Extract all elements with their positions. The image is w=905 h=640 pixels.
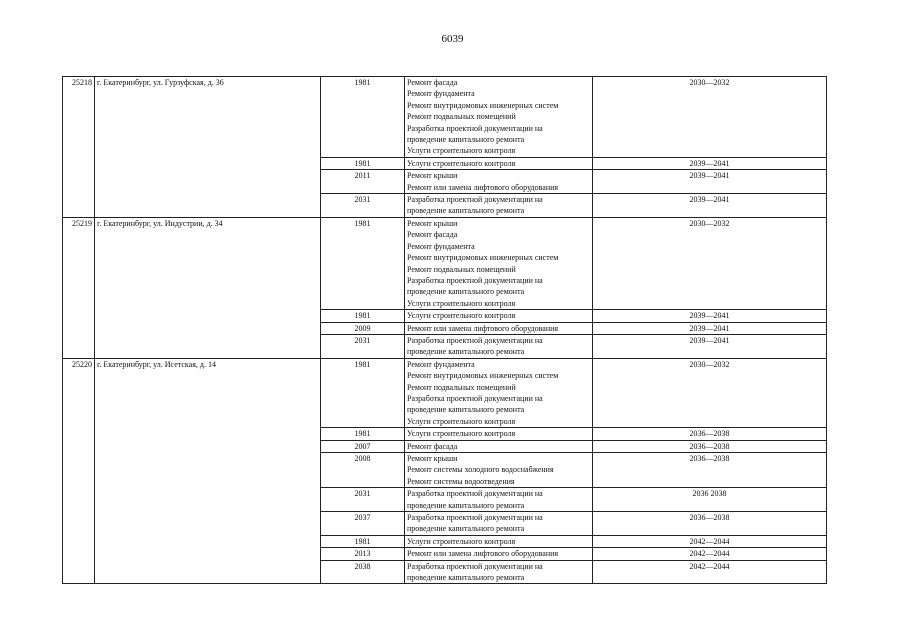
work-item: Услуги строительного контроля — [407, 298, 516, 308]
table-row — [63, 358, 827, 427]
work-item: Ремонт или замена лифтового оборудования — [407, 549, 559, 559]
work-list — [405, 440, 593, 452]
work-period: 2042—2044 — [593, 535, 827, 547]
work-item: Ремонт фундамента — [407, 359, 475, 369]
work-list — [405, 512, 593, 536]
work-item: Ремонт системы холодного водоснабжения — [407, 465, 554, 475]
work-item: Услуги строительного контроля — [407, 429, 516, 439]
work-year: 1981 — [321, 310, 405, 322]
work-item: Услуги строительного контроля — [407, 146, 516, 156]
work-year: 2031 — [321, 194, 405, 218]
work-item: Ремонт внутридомовых инженерных систем — [407, 100, 559, 110]
house-address: г. Екатеринбург, ул. Индустрии, д. 34 — [95, 217, 321, 358]
work-list — [405, 170, 593, 194]
work-list — [405, 535, 593, 547]
work-item: Ремонт внутридомовых инженерных систем — [407, 371, 559, 381]
work-period: 2030—2032 — [593, 217, 827, 309]
work-year: 2031 — [321, 488, 405, 512]
work-item: Ремонт или замена лифтового оборудования — [407, 323, 559, 333]
work-list — [405, 310, 593, 322]
work-item: Ремонт фасада — [407, 78, 458, 87]
house-number: 25218 — [63, 77, 95, 218]
work-period: 2039—2041 — [593, 334, 827, 358]
work-year: 1981 — [321, 157, 405, 169]
work-period: 2039—2041 — [593, 157, 827, 169]
work-item: Ремонт крыши — [407, 218, 458, 228]
work-list — [405, 334, 593, 358]
work-item: проведение капитального ремонта — [407, 287, 525, 297]
work-year: 2031 — [321, 334, 405, 358]
house-address: г. Екатеринбург, ул. Гурзуфская, д. 36 — [95, 77, 321, 218]
work-period: 2042—2044 — [593, 548, 827, 560]
work-year: 2013 — [321, 548, 405, 560]
work-item: проведение капитального ремонта — [407, 347, 525, 357]
work-item: Услуги строительного контроля — [407, 158, 516, 168]
work-item: Услуги строительного контроля — [407, 311, 516, 321]
work-list — [405, 358, 593, 427]
work-list — [405, 488, 593, 512]
work-year: 1981 — [321, 535, 405, 547]
work-period: 2039—2041 — [593, 322, 827, 334]
work-item: Разработка проектной документации на — [407, 275, 543, 285]
work-item: проведение капитального ремонта — [407, 573, 525, 583]
work-period: 2030—2032 — [593, 358, 827, 427]
work-period: 2036 2038 — [593, 488, 827, 512]
work-item: Ремонт крыши — [407, 454, 458, 463]
work-list — [405, 548, 593, 560]
work-item: Разработка проектной документации на — [407, 513, 543, 523]
work-list — [405, 217, 593, 309]
work-list — [405, 157, 593, 169]
work-item: Ремонт фасада — [407, 230, 458, 240]
work-list — [405, 322, 593, 334]
work-item: проведение капитального ремонта — [407, 135, 525, 145]
work-list — [405, 453, 593, 488]
work-year: 1981 — [321, 428, 405, 440]
work-year: 2037 — [321, 512, 405, 536]
repair-schedule-table — [62, 76, 827, 584]
work-list — [405, 560, 593, 584]
table-body — [63, 77, 827, 584]
work-year: 1981 — [321, 77, 405, 158]
work-item: Ремонт подвальных помещений — [407, 382, 516, 392]
work-period: 2036—2038 — [593, 512, 827, 536]
work-year: 2038 — [321, 560, 405, 584]
work-item: Разработка проектной документации на — [407, 489, 543, 499]
work-item: Услуги строительного контроля — [407, 536, 516, 546]
work-year: 1981 — [321, 217, 405, 309]
work-period: 2030—2032 — [593, 77, 827, 158]
work-item: Ремонт подвальных помещений — [407, 112, 516, 122]
work-list — [405, 428, 593, 440]
house-number: 25220 — [63, 358, 95, 584]
work-item: Разработка проектной документации на — [407, 393, 543, 403]
work-period: 2039—2041 — [593, 194, 827, 218]
work-item: Ремонт крыши — [407, 171, 458, 181]
work-period: 2042—2044 — [593, 560, 827, 584]
work-list — [405, 194, 593, 218]
work-item: Ремонт фасада — [407, 441, 458, 451]
house-number: 25219 — [63, 217, 95, 358]
work-year: 2009 — [321, 322, 405, 334]
work-year: 2007 — [321, 440, 405, 452]
work-item: Ремонт подвальных помещений — [407, 264, 516, 274]
house-address: г. Екатеринбург, ул. Исетская, д. 14 — [95, 358, 321, 584]
table-row — [63, 77, 827, 158]
work-item: Ремонт фундамента — [407, 241, 475, 251]
work-item: проведение капитального ремонта — [407, 405, 525, 415]
work-item: Услуги строительного контроля — [407, 416, 516, 426]
work-item: Ремонт или замена лифтового оборудования — [407, 182, 559, 192]
page-number: 6039 — [441, 33, 464, 45]
work-item: Ремонт внутридомовых инженерных систем — [407, 253, 559, 263]
table-row — [63, 217, 827, 309]
work-item: Разработка проектной документации на — [407, 561, 543, 571]
work-period: 2039—2041 — [593, 170, 827, 194]
work-year: 1981 — [321, 358, 405, 427]
work-item: Разработка проектной документации на — [407, 335, 543, 345]
work-period: 2039—2041 — [593, 310, 827, 322]
work-year: 2011 — [321, 170, 405, 194]
work-period: 2036—2038 — [593, 453, 827, 488]
work-item: Разработка проектной документации на — [407, 123, 543, 133]
work-period: 2036—2038 — [593, 428, 827, 440]
work-period: 2036—2038 — [593, 440, 827, 452]
work-item: проведение капитального ремонта — [407, 500, 525, 510]
work-list — [405, 77, 593, 158]
work-item: Ремонт фундамента — [407, 89, 475, 99]
work-item: Ремонт системы водоотведения — [407, 476, 515, 486]
work-item: Разработка проектной документации на — [407, 195, 543, 205]
work-year: 2008 — [321, 453, 405, 488]
work-item: проведение капитального ремонта — [407, 524, 525, 534]
work-item: проведение капитального ремонта — [407, 206, 525, 216]
